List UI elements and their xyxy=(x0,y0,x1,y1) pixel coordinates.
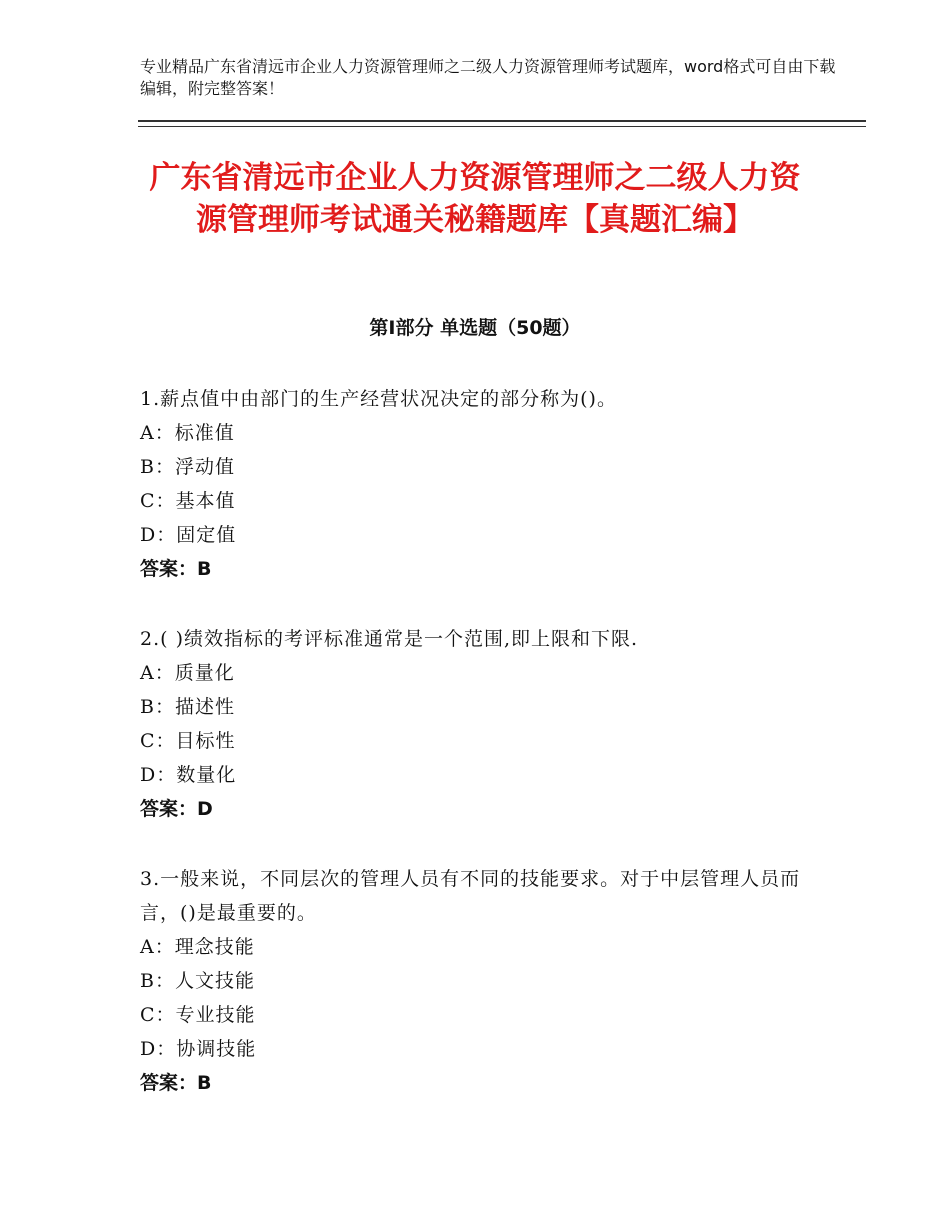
answer-line: 答案：D xyxy=(140,798,213,820)
header-note: 专业精品广东省清远市企业人力资源管理师之二级人力资源管理师考试题库，word格式可自由下载编辑，附完整答案！ xyxy=(140,57,836,98)
option-a: A：理念技能 xyxy=(140,936,255,958)
question-stem: 1.薪点值中由部门的生产经营状况决定的部分称为()。 xyxy=(140,388,617,410)
header-divider-thin xyxy=(138,126,866,127)
question-stem: 2.( )绩效指标的考评标准通常是一个范围,即上限和下限. xyxy=(140,628,639,650)
option-a: A：质量化 xyxy=(140,662,235,684)
option-a: A：标准值 xyxy=(140,422,235,444)
section-heading: 第Ⅰ部分 单选题（50题） xyxy=(369,317,581,339)
option-c: C：目标性 xyxy=(140,730,236,752)
question-list xyxy=(140,382,820,1136)
answer-line: 答案：B xyxy=(140,558,212,580)
option-c: C：专业技能 xyxy=(140,1004,256,1026)
header-divider-thick xyxy=(138,120,866,122)
document-title: 广东省清远市企业人力资源管理师之二级人力资源管理师考试通关秘籍题库【真题汇编】 xyxy=(149,160,801,238)
question-3 xyxy=(140,862,820,1100)
question-stem: 3.一般来说，不同层次的管理人员有不同的技能要求。对于中层管理人员而言，()是最重要的。 xyxy=(140,868,801,924)
option-b: B：浮动值 xyxy=(140,456,235,478)
option-b: B：描述性 xyxy=(140,696,235,718)
question-2 xyxy=(140,622,820,826)
option-c: C：基本值 xyxy=(140,490,236,512)
answer-line: 答案：B xyxy=(140,1072,212,1094)
option-d: D：固定值 xyxy=(140,524,237,546)
option-d: D：协调技能 xyxy=(140,1038,257,1060)
option-b: B：人文技能 xyxy=(140,970,255,992)
question-1 xyxy=(140,382,820,586)
option-d: D：数量化 xyxy=(140,764,237,786)
